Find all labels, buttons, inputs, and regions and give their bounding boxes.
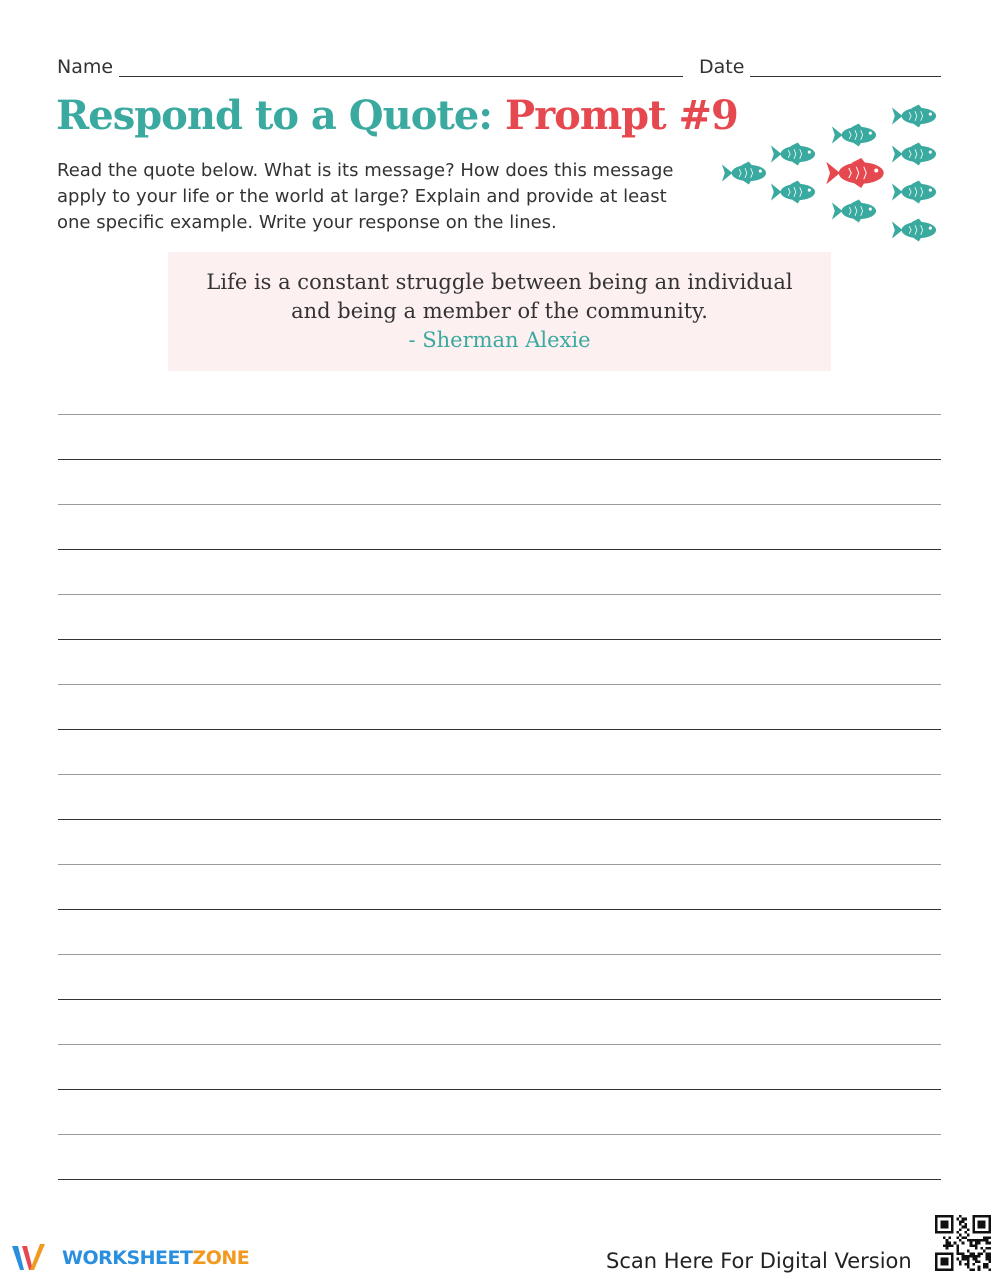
logo-text-part2: ZONE [192,1247,250,1269]
writing-line[interactable] [58,774,941,775]
logo-text [62,1247,249,1269]
writing-line[interactable] [58,1089,941,1090]
fish-icon [771,180,815,203]
fish-icon [892,218,936,241]
scan-label: Scan Here For Digital Version [606,1249,912,1273]
red-fish-icon [826,158,884,188]
writing-line[interactable] [58,819,941,820]
instructions [57,158,717,236]
writing-line[interactable] [58,504,941,505]
instructions-line: apply to your life or the world at large? Explain and provide at least [57,186,667,207]
fish-icon [832,199,876,222]
writing-line[interactable] [58,1179,941,1180]
name-date-row [57,56,941,80]
name-label: Name [57,56,114,78]
quote-author: - Sherman Alexie [408,328,591,352]
writing-line[interactable] [58,639,941,640]
writing-line[interactable] [58,999,941,1000]
worksheet-zone-logo [10,1242,250,1274]
date-field[interactable] [750,76,941,77]
date-label: Date [699,56,745,78]
fish-icon [892,180,936,203]
fish-icon [892,142,936,165]
writing-line[interactable] [58,729,941,730]
fish-icon [892,104,936,127]
quote-line: and being a member of the community. [291,299,708,323]
quote-box [168,252,831,371]
writing-line[interactable] [58,954,941,955]
writing-line[interactable] [58,459,941,460]
writing-line[interactable] [58,864,941,865]
logo-icon [10,1242,50,1274]
writing-line[interactable] [58,594,941,595]
writing-line[interactable] [58,909,941,910]
name-field[interactable] [119,76,683,77]
title-part2: Prompt #9 [505,92,738,139]
page-title [56,92,738,139]
fish-icon [722,161,766,184]
logo-text-part1: WORKSHEET [62,1247,193,1269]
writing-line[interactable] [58,1134,941,1135]
qr-code-icon[interactable] [935,1215,991,1271]
title-part1: Respond to a Quote: [56,92,493,139]
quote [168,268,831,355]
writing-line[interactable] [58,549,941,550]
fish-school-icon [716,100,946,245]
writing-line[interactable] [58,684,941,685]
fish-icon [832,123,876,146]
writing-line[interactable] [58,1044,941,1045]
fish-icon [771,142,815,165]
instructions-line: one specific example. Write your response on the lines. [57,212,557,233]
instructions-line: Read the quote below. What is its message? How does this message [57,160,674,181]
writing-line[interactable] [58,414,941,415]
quote-line: Life is a constant struggle between being an individual [206,270,793,294]
